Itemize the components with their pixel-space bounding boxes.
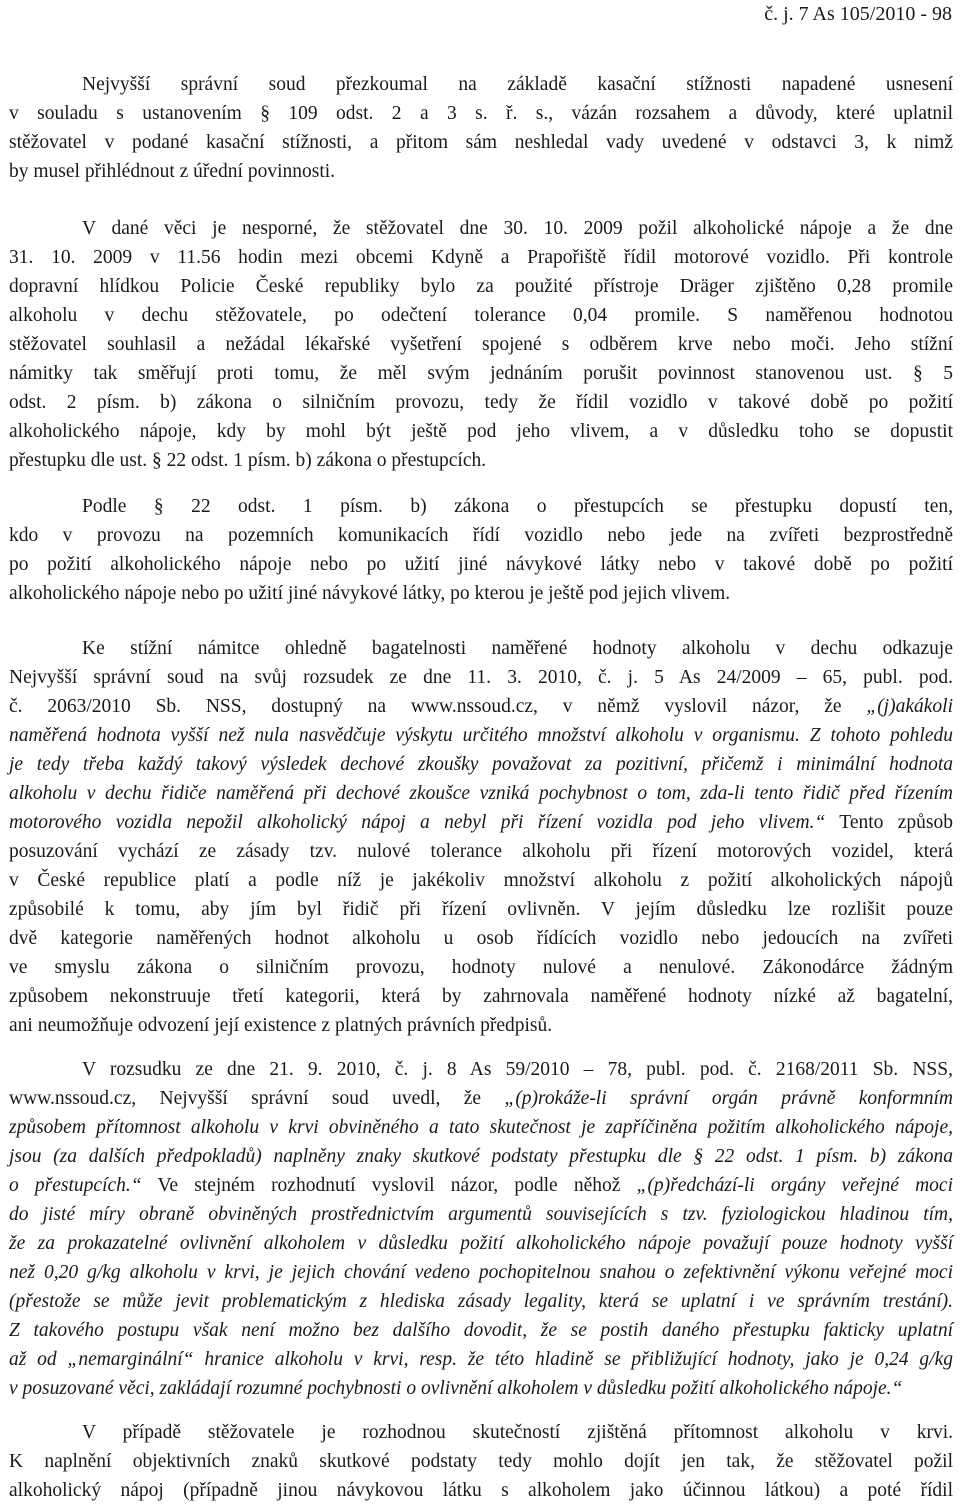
- quoted-italic-text: „(p)rokáže-li správní orgán právně konformním: [504, 1088, 953, 1109]
- text-line: [9, 1113, 953, 1142]
- quoted-italic-text: do jisté míry obraně obviněných prostřednictvím argumentů souvisejících s tzv. fyziologickou hladinou tím,: [9, 1204, 953, 1225]
- text-run: č. 2063/2010 Sb. NSS, dostupný na www.nssoud.cz, v němž vyslovil názor, že: [9, 696, 867, 717]
- text-line: kdo v provozu na pozemních komunikacích řídí vozidlo nebo jede na zvířeti bezprostředně: [9, 525, 953, 546]
- paragraph-2: [9, 214, 953, 475]
- quoted-italic-text: o přestupcích.“: [9, 1175, 142, 1196]
- text-line: námitky tak směřují proti tomu, že měl svým jednáním porušit povinnost stanovenou ust. § 5: [9, 363, 953, 384]
- text-line: [9, 1200, 953, 1229]
- text-line: Nejvyšší správní soud přezkoumal na základě kasační stížnosti napadené usnesení: [82, 74, 953, 95]
- text-run: www.nssoud.cz, Nejvyšší správní soud uvedl, že: [9, 1088, 505, 1109]
- text-line: K naplnění objektivních znaků skutkové podstaty tedy mohlo dojít jen tak, že stěžovatel požil: [9, 1451, 953, 1472]
- case-reference: č. j. 7 As 105/2010 - 98: [764, 3, 952, 25]
- quoted-italic-text: „(p)ředchází-li orgány veřejné moci: [636, 1175, 954, 1196]
- text-line: alkoholického nápoje, kdy by mohl být ještě pod jeho vlivem, a v důsledku toho se dopustit: [9, 421, 953, 442]
- quoted-italic-text: jsou (za dalších předpokladů) naplněny znaky skutkové podstaty přestupku dle § 22 odst. 1 písm. b) zákona: [9, 1146, 953, 1167]
- text-line: stěžovatel v podané kasační stížnosti, a přitom sám neshledal vady uvedené v odstavci 3, k nimž: [9, 132, 953, 153]
- text-line: V případě stěžovatele je rozhodnou skutečností zjištěná přítomnost alkoholu v krvi.: [82, 1422, 953, 1443]
- quoted-italic-text: alkoholu v dechu řidiče naměřená při dechové zkoušce vzniká pochybnost o tom, zda-li tento řidič před řízením: [9, 783, 953, 804]
- text-line: 31. 10. 2009 v 11.56 hodin mezi obcemi Kdyně a Prapořiště řídil motorové vozidlo. Při kontrole: [9, 247, 953, 268]
- paragraph-3: [9, 492, 953, 608]
- quoted-italic-text: než 0,20 g/kg alkoholu v krvi, je jejich chování vedeno pochopitelnou snahou o zefektivnění výkonu veřejné moci: [9, 1262, 953, 1283]
- text-line: alkoholického nápoje nebo po užití jiné návykové látky, po kterou je ještě pod jejich vlivem.: [9, 583, 731, 604]
- text-line: [9, 1171, 953, 1200]
- text-line: [9, 837, 953, 866]
- text-line: [9, 721, 953, 750]
- text-line: dopravní hlídkou Policie České republiky bylo za použité přístroje Dräger zjištěno 0,28 promile: [9, 276, 953, 297]
- text-line: [9, 1142, 953, 1171]
- quoted-italic-text: Z takového postupu však není možno bez dalšího dovodit, že se postih daného přestupku fakticky uplatní: [9, 1320, 953, 1341]
- text-run: způsobem nekonstruuje třetí kategorii, která by zahrnovala naměřené hodnoty nízké až bagatelní,: [9, 986, 953, 1007]
- text-run: posuzování vychází ze zásady tzv. nulové tolerance alkoholu při řízení motorových vozidel, která: [9, 841, 953, 862]
- text-line: [9, 1345, 953, 1374]
- text-line: [9, 1287, 953, 1316]
- text-line: alkoholu v dechu stěžovatele, po odečtení tolerance 0,04 promile. S naměřenou hodnotou: [9, 305, 953, 326]
- text-line: v souladu s ustanovením § 109 odst. 2 a 3 s. ř. s., vázán rozsahem a důvody, které uplatnil: [9, 103, 953, 124]
- text-line: alkoholický nápoj (případně jinou návykovou látku s alkoholem jako účinnou látkou) a poté řídil: [9, 1480, 953, 1501]
- text-run: v České republice platí a podle níž je jakékoliv množství alkoholu z požití alkoholických nápojů: [9, 870, 953, 891]
- text-run: Ve stejném rozhodnutí vyslovil názor, podle něhož: [141, 1175, 637, 1196]
- quoted-italic-text: způsobem přítomnost alkoholu v krvi obviněného a tato skutečnost je zapříčiněna požitím alkoholického nápoje,: [9, 1117, 953, 1138]
- text-line: [9, 1374, 953, 1403]
- text-line: [9, 1055, 953, 1084]
- text-run: Ke stížní námitce ohledně bagatelnosti naměřené hodnoty alkoholu v dechu odkazuje: [82, 638, 953, 659]
- text-run: Nejvyšší správní soud na svůj rozsudek ze dne 11. 3. 2010, č. j. 5 As 24/2009 – 65, publ. pod.: [9, 667, 953, 688]
- text-line: [9, 895, 953, 924]
- quoted-italic-text: motorového vozidla nepožil alkoholický nápoj a nebyl při řízení vozidla pod jeho vlivem.“: [9, 812, 826, 833]
- text-run: V rozsudku ze dne 21. 9. 2010, č. j. 8 As 59/2010 – 78, publ. pod. č. 2168/2011 Sb. NSS,: [82, 1059, 953, 1080]
- paragraph-6: [9, 1418, 953, 1505]
- text-line: [9, 1229, 953, 1258]
- text-line: [9, 924, 953, 953]
- text-line: [9, 663, 953, 692]
- text-line: odst. 2 písm. b) zákona o silničním provozu, tedy že řídil vozidlo v takové době po požití: [9, 392, 953, 413]
- text-line: [9, 1258, 953, 1287]
- text-line: [9, 750, 953, 779]
- paragraph-4: [9, 634, 953, 1040]
- quoted-italic-text: „(j)akákoli: [866, 696, 953, 717]
- quoted-italic-text: v posuzované věci, zakládají rozumné pochybnosti o ovlivnění alkoholem v důsledku požití alkoholického nápoje.“: [9, 1378, 903, 1399]
- text-run: ve smyslu zákona o silničním provozu, hodnoty nulové a nenulové. Zákonodárce žádným: [9, 957, 953, 978]
- text-line: [9, 634, 953, 663]
- text-run: ani neumožňuje odvození její existence z platných právních předpisů.: [9, 1015, 553, 1036]
- quoted-italic-text: že za prokazatelné ovlivnění alkoholem v důsledku požití alkoholického nápoje považují pouze hodnoty vyšší: [9, 1233, 953, 1254]
- text-line: [9, 808, 953, 837]
- quoted-italic-text: (přestože se může jevit problematickým z hlediska zásady legality, která se uplatní i ve správním trestání).: [9, 1291, 953, 1312]
- paragraph-5: [9, 1055, 953, 1403]
- text-line: [9, 779, 953, 808]
- text-line: by musel přihlédnout z úřední povinnosti.: [9, 161, 336, 182]
- text-line: stěžovatel souhlasil a nežádal lékařské vyšetření spojené s odběrem krve nebo moči. Jeho stížní: [9, 334, 953, 355]
- quoted-italic-text: je tedy třeba každý takový výsledek dechové zkoušky považovat za pozitivní, přičemž i minimální hodnota: [9, 754, 953, 775]
- text-line: přestupku dle ust. § 22 odst. 1 písm. b) zákona o přestupcích.: [9, 450, 487, 471]
- quoted-italic-text: naměřená hodnota vyšší než nula nasvědčuje výskytu určitého množství alkoholu v organismu. Z tohoto pohledu: [9, 725, 953, 746]
- text-line: [9, 1316, 953, 1345]
- text-line: [9, 1011, 953, 1040]
- text-line: [9, 953, 953, 982]
- text-run: Tento způsob: [825, 812, 953, 833]
- text-line: [9, 692, 953, 721]
- text-line: [9, 866, 953, 895]
- text-line: V dané věci je nesporné, že stěžovatel dne 30. 10. 2009 požil alkoholické nápoje a že dne: [82, 218, 953, 239]
- quoted-italic-text: až od „nemarginální“ hranice alkoholu v krvi, resp. že této hladině se přibližující hodnoty, jako je 0,24 g/kg: [9, 1349, 953, 1370]
- text-run: dvě kategorie naměřených hodnot alkoholu u osob řídících vozidlo nebo jedoucích na zvířeti: [9, 928, 953, 949]
- text-line: Podle § 22 odst. 1 písm. b) zákona o přestupcích se přestupku dopustí ten,: [82, 496, 953, 517]
- text-line: [9, 1084, 953, 1113]
- text-line: po požití alkoholického nápoje nebo po užití jiné návykové látky nebo v takové době po požití: [9, 554, 953, 575]
- paragraph-1: [9, 70, 953, 186]
- text-run: způsobilé k tomu, aby jím byl řidič při řízení ovlivněn. V jejím důsledku lze rozlišit pouze: [9, 899, 953, 920]
- text-line: [9, 982, 953, 1011]
